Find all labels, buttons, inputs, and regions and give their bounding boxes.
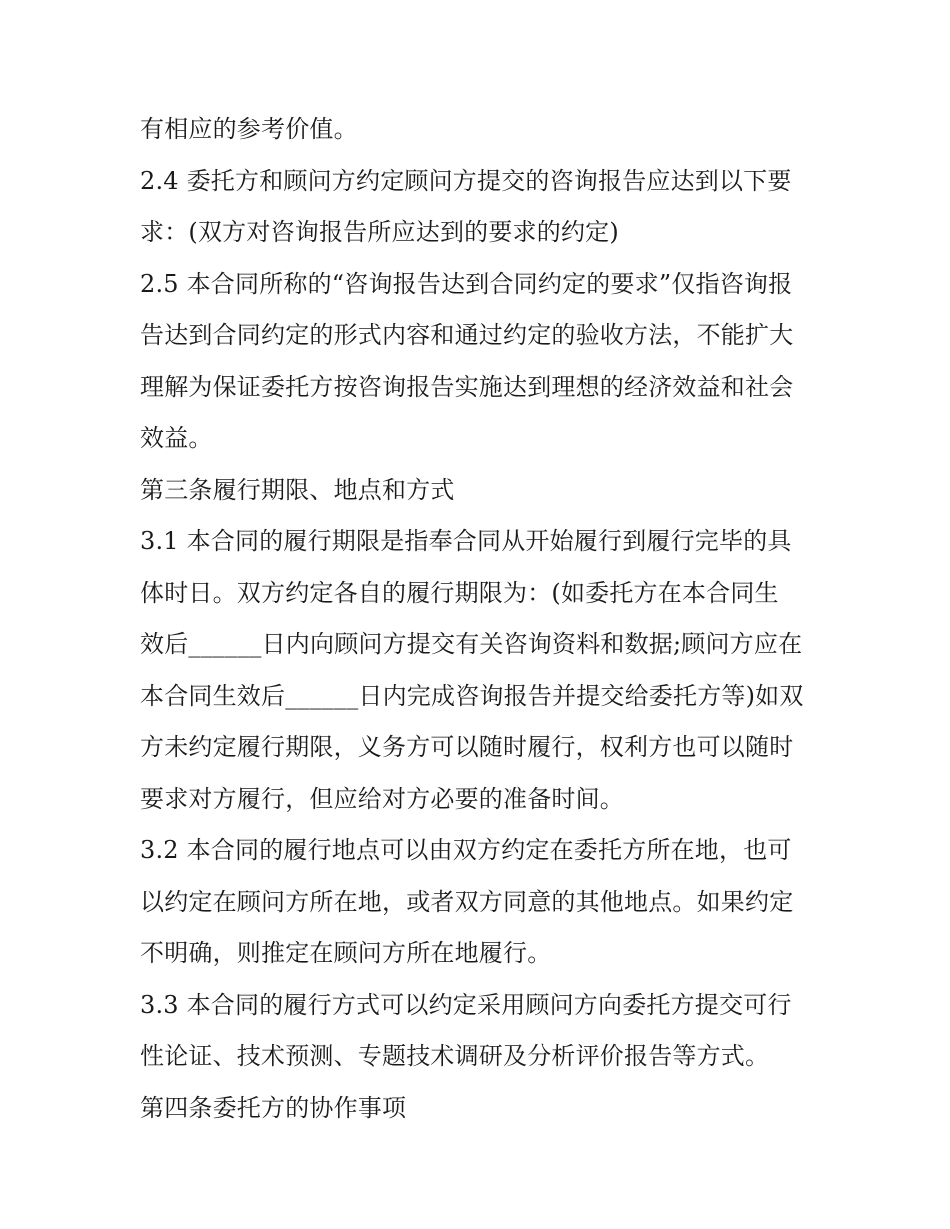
article-4-heading: 第四条委托方的协作事项 [140, 1093, 407, 1122]
clause-3-3-line: 3.3 本合同的履行方式可以约定采用顾问方向委托方提交可行 [140, 990, 792, 1019]
text-line: 性论证、技术预测、专题技术调研及分析评价报告等方式。 [140, 1042, 770, 1070]
document-body [140, 104, 820, 1134]
article-3-heading: 第三条履行期限、地点和方式 [140, 475, 455, 504]
text-line: 本合同生效后______日内完成咨询报告并提交给委托方等)如双 [140, 681, 804, 710]
clause-2-4-line: 2.4 委托方和顾问方约定顾问方提交的咨询报告应达到以下要 [140, 166, 792, 195]
text-line: 有相应的参考价值。 [140, 115, 358, 143]
clause-3-2-line: 3.2 本合同的履行地点可以由双方约定在委托方所在地，也可 [140, 836, 792, 864]
text-line: 以约定在顾问方所在地，或者双方同意的其他地点。如果约定 [140, 887, 794, 916]
text-line: 不明确，则推定在顾问方所在地履行。 [140, 939, 552, 967]
text-line: 理解为保证委托方按咨询报告实施达到理想的经济效益和社会 [140, 372, 794, 401]
text-line: 效后______日内向顾问方提交有关咨询资料和数据;顾问方应在 [140, 630, 803, 658]
text-line: 效益。 [140, 424, 213, 452]
text-line: 方未约定履行期限，义务方可以随时履行，权利方也可以随时 [140, 733, 794, 761]
text-line: 要求对方履行，但应给对方必要的准备时间。 [140, 784, 624, 813]
clause-3-1-line: 3.1 本合同的履行期限是指奉合同从开始履行到履行完毕的具 [140, 527, 792, 555]
text-line: 求：(双方对咨询报告所应达到的要求的约定) [140, 218, 619, 246]
text-line: 体时日。双方约定各自的履行期限为：(如委托方在本合同生 [140, 578, 779, 607]
text-line: 告达到合同约定的形式内容和通过约定的验收方法，不能扩大 [140, 321, 794, 349]
clause-2-5-line: 2.5 本合同所称的“咨询报告达到合同约定的要求”仅指咨询报 [140, 269, 793, 298]
